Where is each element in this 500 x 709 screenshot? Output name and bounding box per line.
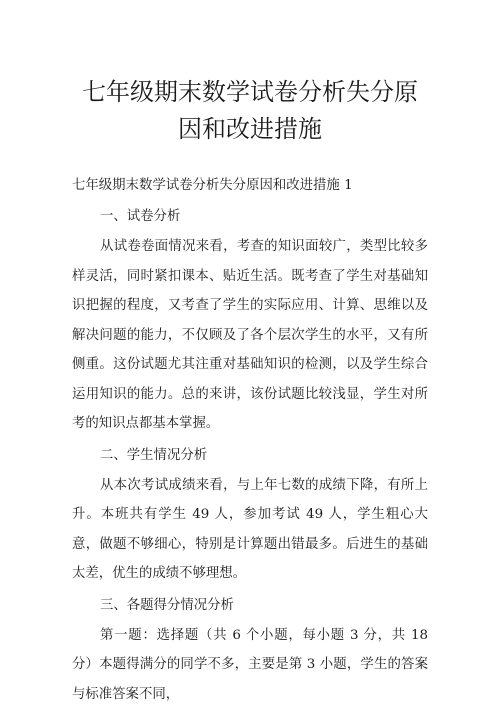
document-page <box>0 74 500 639</box>
paragraph-students: 从本次考试成绩来看，与上年七数的成绩下降，有所上升。本班共有学生 49 人，参加考试 49 人，学生粗心大意，做题不够细心，特别是计算题出错最多。后进生的基础太差，优生的成绩不够理想。 <box>72 471 428 589</box>
section-heading-scores: 三、各题得分情况分析 <box>72 595 428 617</box>
section-heading-students: 二、学生情况分析 <box>72 445 428 467</box>
paragraph-scores: 第一题：选择题（共 6 个小题，每小题 3 分，共 18 分）本题得满分的同学不多，主要是第 3 小题，学生的答案与标准答案不同， <box>72 621 428 709</box>
document-title: 七年级期末数学试卷分析失分原因和改进措施 <box>72 74 428 148</box>
section-heading-analysis: 一、试卷分析 <box>72 206 428 228</box>
document-subtitle: 七年级期末数学试卷分析失分原因和改进措施 1 <box>72 176 428 196</box>
paragraph-analysis: 从试卷卷面情况来看，考查的知识面较广，类型比较多样灵活，同时紧扣课本、贴近生活。既考查了学生对基础知识把握的程度，又考查了学生的实际应用、计算、思维以及解决问题的能力，不仅顾及了各个层次学生的水平，又有所侧重。这份试题尤其注重对基础知识的检测，以及学生综合运用知识的能力。总的来讲，该份试题比较浅显，学生对所考的知识点都基本掌握。 <box>72 232 428 439</box>
